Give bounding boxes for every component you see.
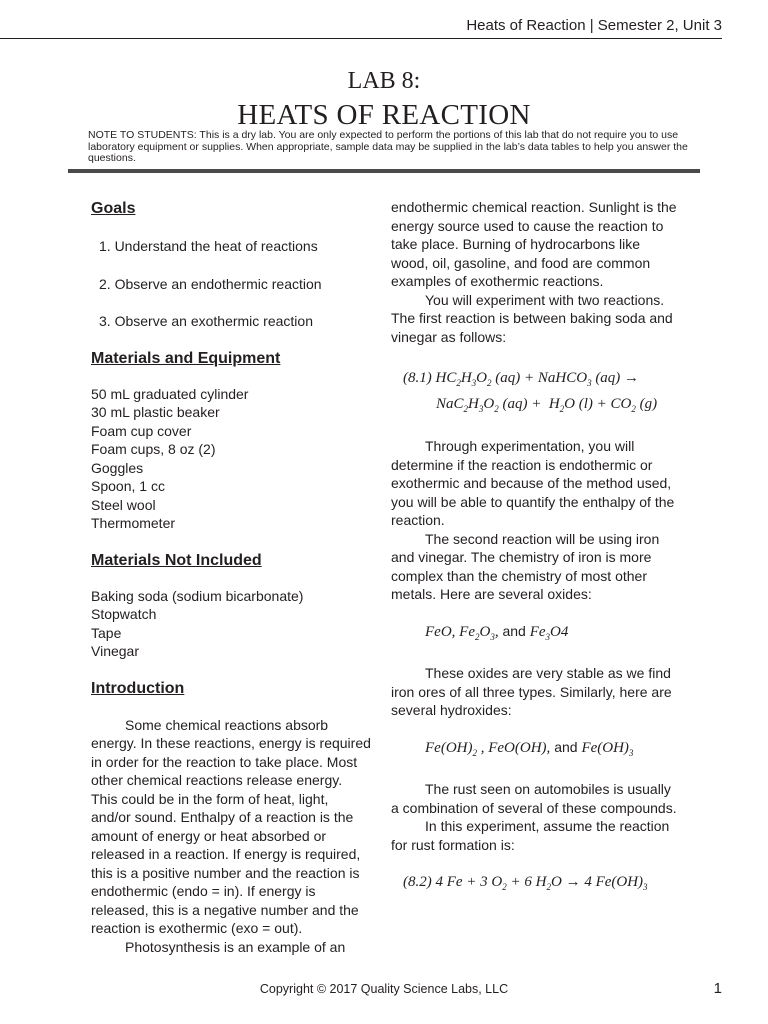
right-column bbox=[391, 198, 681, 897]
material-item: Foam cups, 8 oz (2) bbox=[91, 441, 216, 457]
running-header: Heats of Reaction | Semester 2, Unit 3 bbox=[466, 17, 722, 34]
material-item: Thermometer bbox=[91, 515, 176, 531]
paragraph: In this experiment, assume the reaction for rust formation is: bbox=[391, 818, 670, 853]
note-to-students: NOTE TO STUDENTS: This is a dry lab. You are only expected to perform the portions of this lab that do not require you to use laboratory equipment or supplies. When appropriate, sample data may be supplied in the lab’s data tables to help you answer the questions. bbox=[88, 129, 688, 164]
page-number: 1 bbox=[713, 980, 722, 997]
material-item: Foam cup cover bbox=[91, 422, 192, 439]
goal-item: 3. Observe an exothermic reaction bbox=[99, 313, 313, 329]
paragraph: endothermic chemical reaction. Sunlight is the energy source used to cause the reaction to take place. Burning of hydrocarbons like wood, oil, gasoline, and food are common examples of exothermic reactions. bbox=[391, 199, 677, 289]
goals-heading: Goals bbox=[91, 200, 136, 217]
not-included-item: Vinegar bbox=[91, 643, 140, 659]
not-included-item: Stopwatch bbox=[91, 606, 157, 622]
intro-paragraph: Some chemical reactions absorb energy. In these reactions, energy is required in order for the reaction to take place. Most other chemical reactions release energy. This could be in the form of heat, light, and/or sound. Enthalpy of a reaction is the amount of energy or heat absorbed or released in a reaction. If energy is required, this is a positive number and the reaction is endothermic (endo = in). If energy is released, this is a negative number and the reaction is exothermic (exo = out). bbox=[91, 716, 371, 936]
left-column bbox=[91, 198, 371, 956]
oxides-list: FeO, $Fe_2O_3$, and $Fe_3O4$ bbox=[425, 622, 569, 642]
page-title: HEATS OF REACTION bbox=[237, 99, 531, 131]
not-included-item: Tape bbox=[91, 624, 122, 641]
material-item: 50 mL graduated cylinder bbox=[91, 385, 249, 402]
paragraph: These oxides are very stable as we find iron ores of all three types. Similarly, here are several hydroxides: bbox=[391, 665, 672, 718]
not-included-heading: Materials Not Included bbox=[91, 551, 262, 569]
material-item: Spoon, 1 cc bbox=[91, 478, 165, 494]
and-word: and bbox=[554, 738, 578, 755]
paragraph: The rust seen on automobiles is usually a combination of several of these compounds. bbox=[391, 781, 677, 816]
intro-paragraph-start: Photosynthesis is an example of an bbox=[125, 938, 346, 955]
goal-item: 1. Understand the heat of reactions bbox=[99, 238, 318, 254]
paragraph: You will experiment with two reactions. The first reaction is between baking soda and vinegar as follows: bbox=[391, 291, 673, 345]
lab-number: LAB 8: bbox=[347, 68, 421, 94]
material-item: Goggles bbox=[91, 459, 144, 476]
paragraph: Through experimentation, you will determine if the reaction is endothermic or exothermic and because of the method used, you will be able to quantify the enthalpy of the reaction. bbox=[391, 438, 675, 528]
goal-item: 2. Observe an endothermic reaction bbox=[99, 275, 322, 292]
section-divider bbox=[68, 169, 700, 173]
materials-heading: Materials and Equipment bbox=[91, 349, 281, 367]
equation-8-2: (8.2) 4 Fe + 3 $O_2 + 6$ $H_2O \to 4$ $Fe(OH)_3$ bbox=[403, 874, 648, 892]
material-item: Steel wool bbox=[91, 496, 156, 513]
header-rule bbox=[0, 38, 722, 39]
not-included-item: Baking soda (sodium bicarbonate) bbox=[91, 587, 304, 604]
hydroxides-list: $Fe(OH)_2$ , FeO(OH), and $Fe(OH)_3$ bbox=[425, 738, 634, 758]
introduction-heading: Introduction bbox=[91, 679, 185, 697]
material-item: 30 mL plastic beaker bbox=[91, 404, 220, 420]
and-word: and bbox=[502, 622, 526, 639]
copyright: Copyright © 2017 Quality Science Labs, LLC bbox=[259, 982, 509, 996]
paragraph: The second reaction will be using iron and vinegar. The chemistry of iron is more complex than the chemistry of most other metals. Here are several oxides: bbox=[391, 530, 660, 602]
equation-8-1: (8.1) $HC_2H_3O_2$ (aq) + NaHCO$_3$ (aq) → $NaC_2H_3O_2$ $(aq) + H_2O$ $(l) + CO_2$ (g) bbox=[403, 370, 658, 414]
